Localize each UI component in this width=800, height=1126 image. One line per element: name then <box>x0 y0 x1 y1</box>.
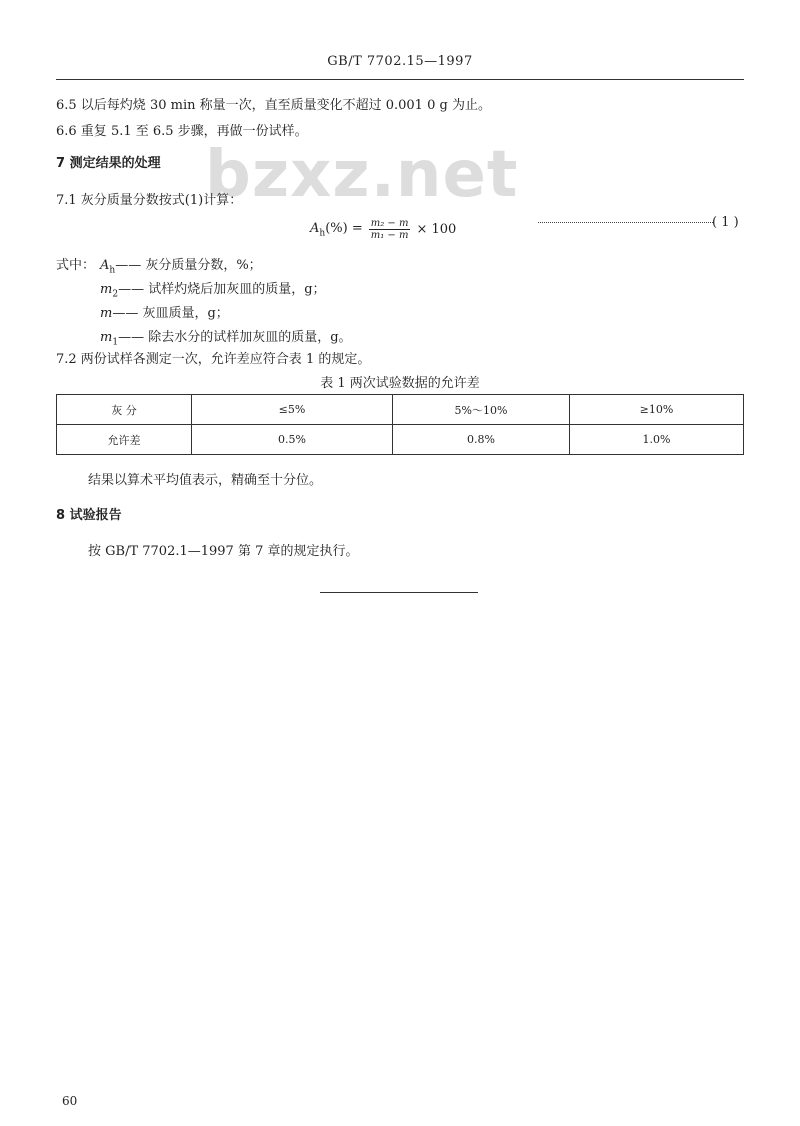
legend-item: m—— 灰皿质量，g； <box>100 306 229 321</box>
table-header-row <box>57 395 744 425</box>
end-rule <box>320 592 478 593</box>
section-7-heading: 7 测定结果的处理 <box>56 156 161 171</box>
page-header: GB/T 7702.15—1997 <box>327 54 473 69</box>
equation-leader <box>538 222 713 223</box>
section-8-heading: 8 试验报告 <box>56 508 122 523</box>
formula-1 <box>310 218 456 241</box>
table-cell: 0.5% <box>192 425 393 455</box>
header-rule <box>56 79 744 80</box>
legend-item: $A_h——$ 灰分质量分数，%； <box>100 258 262 276</box>
clause-7-1: 7.1 灰分质量分数按式(1)计算： <box>56 193 243 208</box>
equation-number: ( 1 ) <box>712 215 739 230</box>
clause-6-5: 6.5 以后每灼烧 30 min 称量一次，直至质量变化不超过 0.001 0 g 为止。 <box>56 98 491 113</box>
section-8-body: 按 GB/T 7702.1—1997 第 7 章的规定执行。 <box>88 544 359 559</box>
clause-6-6: 6.6 重复 5.1 至 6.5 步骤，再做一份试样。 <box>56 124 308 139</box>
table-cell: ≤5% <box>192 395 393 425</box>
table-note: 结果以算术平均值表示，精确至十分位。 <box>88 473 323 488</box>
table-cell: 允许差 <box>57 425 192 455</box>
table-cell: ≥10% <box>570 395 744 425</box>
table-cell: 5%～10% <box>393 395 570 425</box>
formula-multiplier: × 100 <box>416 222 457 237</box>
page-number: 60 <box>62 1094 78 1108</box>
table-cell: 0.8% <box>393 425 570 455</box>
formula-numerator: m₂ − m <box>370 218 409 229</box>
legend-item: $m_2——$ 试样灼烧后加灰皿的质量，g； <box>100 282 326 300</box>
table-cell: 灰 分 <box>57 395 192 425</box>
table-cell: 1.0% <box>570 425 744 455</box>
table-row <box>57 425 744 455</box>
table-caption: 表 1 两次试验数据的允许差 <box>320 376 480 391</box>
legend-intro: 式中： <box>56 258 96 273</box>
legend-item: $m_1——$ 除去水分的试样加灰皿的质量，g。 <box>100 330 352 348</box>
formula-fraction <box>369 218 411 241</box>
tolerance-table <box>56 394 744 455</box>
clause-7-2: 7.2 两份试样各测定一次，允许差应符合表 1 的规定。 <box>56 352 371 367</box>
formula-lhs: $A_h(\%)$ = <box>310 220 363 239</box>
formula-denominator: m₁ − m <box>370 230 409 241</box>
watermark: bzxz.net <box>205 138 519 212</box>
